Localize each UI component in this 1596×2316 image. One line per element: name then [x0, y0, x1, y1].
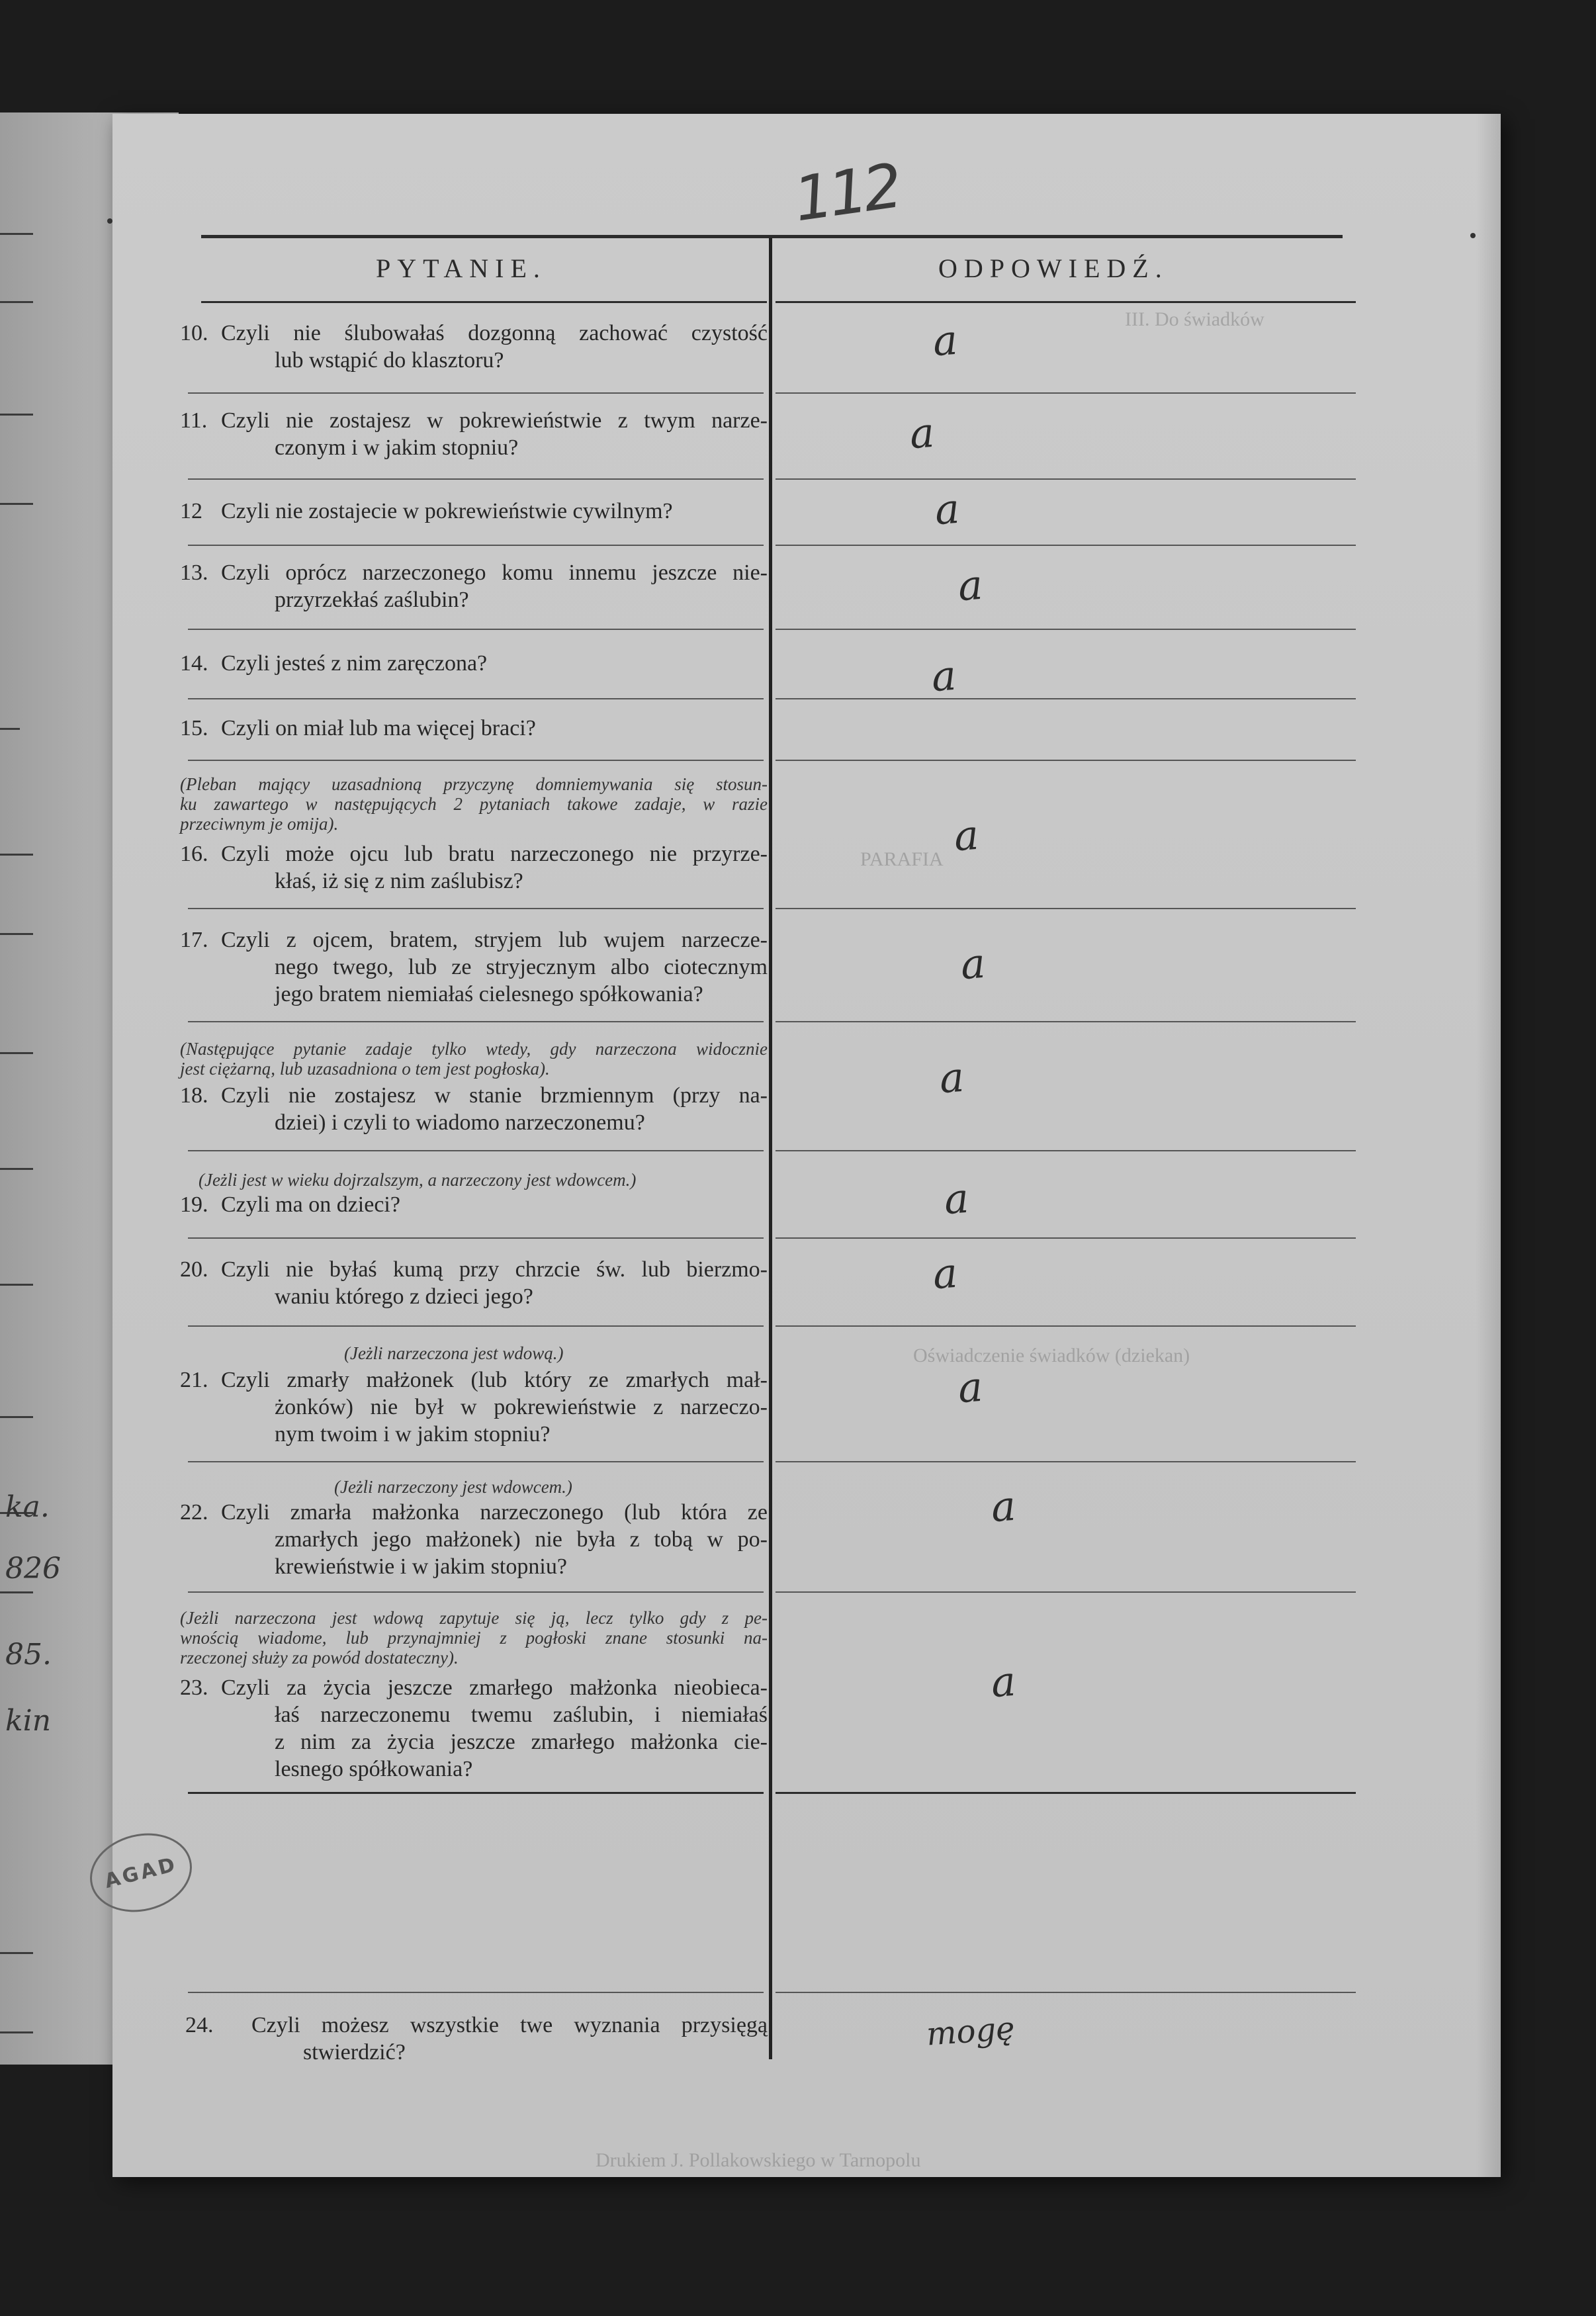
- question-line: kłaś, iż się z nim zaślubisz?: [275, 869, 523, 893]
- note-line: (Jeżli narzeczona jest wdową zapytuje się ją, lecz tylko gdy z pe-: [180, 1608, 768, 1628]
- question-line: Czyli za życia jeszcze zmarłego małżonka nieobieca-: [221, 1675, 768, 1700]
- question-21: [180, 1366, 768, 1448]
- row-separator: [776, 392, 1356, 394]
- question-line: lub wstąpić do klasztoru?: [275, 348, 504, 373]
- question-12: [180, 498, 768, 525]
- column-header-answer: ODPOWIEDŹ.: [938, 253, 1169, 283]
- left-page-rule: [0, 1284, 33, 1286]
- note-19: [199, 1170, 768, 1190]
- question-number: 12: [180, 499, 202, 523]
- left-page-rule: [0, 933, 33, 935]
- archive-stamp-text: AGAD: [102, 1852, 180, 1893]
- question-line: Czyli nie zostajesz w pokrewieństwie z twym narze-: [221, 408, 768, 433]
- question-line: zmarłych jego małżonek) nie była z tobą w po-: [275, 1527, 768, 1552]
- header-rule: [201, 301, 767, 303]
- row-separator: [188, 1237, 764, 1239]
- question-11: [180, 407, 768, 461]
- folio-number: 112: [789, 150, 903, 236]
- row-separator: [188, 545, 764, 546]
- answer-14: a: [930, 650, 958, 701]
- column-header-question: PYTANIE.: [376, 253, 547, 283]
- row-separator: [188, 698, 764, 699]
- ink-dot: [1470, 233, 1476, 238]
- note-line: (Jeżli narzeczony jest wdowcem.): [334, 1477, 572, 1497]
- question-16: [180, 840, 768, 895]
- question-number: 11.: [180, 408, 208, 433]
- left-page-rule: [0, 728, 20, 730]
- row-separator: [776, 1021, 1356, 1022]
- question-number: 10.: [180, 321, 208, 345]
- question-line: Czyli może ojcu lub bratu narzeczonego nie przyrze-: [221, 842, 768, 866]
- answer-16: a: [952, 810, 981, 861]
- question-line: przyrzekłaś zaślubin?: [275, 588, 469, 612]
- left-page-rule: [0, 1591, 33, 1593]
- bleed-through-text: Oświadczenie świadków (dziekan): [913, 1345, 1190, 1366]
- question-line: dziei) i czyli to wiadomo narzeczonemu?: [275, 1110, 645, 1135]
- question-line: Czyli nie ślubowałaś dozgonną zachować czystość: [221, 321, 768, 345]
- note-21: [344, 1343, 768, 1363]
- question-line: Czyli zmarły małżonek (lub który ze zmarłych mał-: [221, 1368, 768, 1392]
- question-15: [180, 715, 768, 742]
- question-line: łaś narzeczonemu twemu zaślubin, i niemiałaś: [275, 1703, 768, 1727]
- note-line: (Jeżli narzeczona jest wdową.): [344, 1343, 564, 1363]
- row-separator: [188, 478, 764, 480]
- question-number: 16.: [180, 842, 208, 866]
- note-line: jest ciężarną, lub uzasadniona o tem jest pogłoska).: [180, 1059, 550, 1079]
- left-page-handwriting: kin: [5, 1704, 52, 1738]
- question-number: 20.: [180, 1257, 208, 1282]
- row-separator: [188, 1325, 764, 1327]
- row-separator: [776, 545, 1356, 546]
- note-23: [180, 1608, 768, 1668]
- left-page-rule: [0, 414, 33, 416]
- question-24: [185, 2012, 768, 2066]
- answer-11: a: [908, 408, 936, 459]
- question-17: [180, 926, 768, 1008]
- question-line: Czyli on miał lub ma więcej braci?: [221, 716, 536, 740]
- row-separator: [776, 1992, 1356, 1993]
- question-line: Czyli ma on dzieci?: [221, 1192, 400, 1217]
- row-separator: [776, 1237, 1356, 1239]
- question-number: 13.: [180, 560, 208, 585]
- question-line: z nim za życia jeszcze zmarłego małżonka cie-: [275, 1730, 768, 1754]
- question-number: 17.: [180, 928, 208, 952]
- question-line: nego twego, lub ze stryjecznym albo ciotecznym: [275, 955, 768, 979]
- row-separator: [188, 629, 764, 630]
- note-line: (Pleban mający uzasadnioną przyczynę domniemywania się stosun-: [180, 774, 768, 794]
- answer-10: a: [931, 315, 959, 366]
- question-line: jego bratem niemiałaś cielesnego spółkowania?: [275, 982, 703, 1006]
- note-line: wnością wiadome, lub przynajmniej z pogłoski znane stosunki na-: [180, 1628, 768, 1648]
- question-line: czonym i w jakim stopniu?: [275, 435, 519, 460]
- answer-24-signature: mogę: [925, 2010, 1016, 2053]
- question-line: Czyli oprócz narzeczonego komu innemu jeszcze nie-: [221, 560, 768, 585]
- question-line: Czyli możesz wszystkie twe wyznania przysięgą: [251, 2013, 768, 2037]
- left-page-rule: [0, 2031, 33, 2033]
- row-separator: [776, 698, 1356, 699]
- row-separator: [188, 392, 764, 394]
- question-number: 23.: [180, 1675, 208, 1700]
- row-separator: [776, 1150, 1356, 1151]
- question-number: 14.: [180, 651, 208, 676]
- question-number: 18.: [180, 1083, 208, 1108]
- note-line: (Następujące pytanie zadaje tylko wtedy, gdy narzeczona widocznie: [180, 1039, 768, 1059]
- note-18: [180, 1039, 768, 1079]
- row-separator: [776, 478, 1356, 480]
- note-line: rzeczonej służy za powód dostateczny).: [180, 1648, 459, 1668]
- answer-22: a: [989, 1481, 1018, 1532]
- left-page-handwriting: 85.: [5, 1638, 52, 1671]
- answer-19: a: [942, 1173, 971, 1224]
- row-separator: [776, 1792, 1356, 1794]
- row-separator: [188, 1461, 764, 1462]
- answer-12: a: [933, 484, 961, 535]
- question-18: [180, 1082, 768, 1136]
- question-number: 21.: [180, 1368, 208, 1392]
- answer-21: a: [956, 1362, 985, 1413]
- question-line: żonków) nie był w pokrewieństwie z narzeczo-: [275, 1395, 768, 1419]
- row-separator: [776, 1461, 1356, 1462]
- note-line: ku zawartego w następujących 2 pytaniach takowe zadaje, w razie: [180, 794, 768, 814]
- answer-18: a: [938, 1052, 966, 1103]
- row-separator: [188, 1591, 764, 1593]
- question-line: Czyli jesteś z nim zaręczona?: [221, 651, 488, 676]
- question-line: Czyli zmarła małżonka narzeczonego (lub która ze: [221, 1500, 768, 1525]
- row-separator: [776, 908, 1356, 909]
- row-separator: [188, 1150, 764, 1151]
- question-14: [180, 650, 768, 677]
- answer-17: a: [959, 938, 987, 989]
- note-line: (Jeżli jest w wieku dojrzalszym, a narzeczony jest wdowcem.): [199, 1170, 637, 1190]
- question-line: Czyli nie byłaś kumą przy chrzcie św. lub bierzmo-: [221, 1257, 768, 1282]
- question-23: [180, 1674, 768, 1783]
- left-page-rule: [0, 503, 33, 505]
- note-22: [334, 1477, 768, 1497]
- row-separator: [776, 1325, 1356, 1327]
- question-22: [180, 1499, 768, 1580]
- note-16: [180, 774, 768, 834]
- row-separator: [776, 1591, 1356, 1593]
- question-line: Czyli nie zostajecie w pokrewieństwie cywilnym?: [221, 499, 673, 523]
- row-separator: [188, 1792, 764, 1794]
- left-page-rule: [0, 854, 33, 856]
- row-separator: [188, 1021, 764, 1022]
- bleed-through-text: III. Do świadków: [1125, 308, 1264, 330]
- question-line: nym twoim i w jakim stopniu?: [275, 1422, 551, 1447]
- question-line: waniu którego z dzieci jego?: [275, 1284, 533, 1309]
- answer-13: a: [956, 560, 985, 611]
- question-line: stwierdzić?: [303, 2040, 406, 2065]
- left-page-handwriting: ka.: [5, 1490, 50, 1524]
- column-divider: [769, 238, 772, 2059]
- row-separator: [188, 908, 764, 909]
- left-page-rule: [0, 1416, 33, 1418]
- question-10: [180, 320, 768, 374]
- question-number: 15.: [180, 716, 208, 740]
- left-page-rule: [0, 301, 33, 303]
- left-page-handwriting: 826: [5, 1552, 61, 1585]
- question-line: Czyli z ojcem, bratem, stryjem lub wujem narzecze-: [221, 928, 768, 952]
- row-separator: [188, 760, 764, 761]
- question-13: [180, 559, 768, 613]
- left-page-rule: [0, 1052, 33, 1054]
- row-separator: [188, 1992, 764, 1993]
- question-20: [180, 1256, 768, 1310]
- left-page-rule: [0, 1168, 33, 1170]
- left-page-rule: [0, 233, 33, 235]
- header-rule: [776, 301, 1356, 303]
- question-line: lesnego spółkowania?: [275, 1757, 473, 1781]
- question-number: 22.: [180, 1500, 208, 1525]
- bleed-through-text: PARAFIA: [860, 848, 944, 870]
- note-line: przeciwnym je omija).: [180, 814, 339, 834]
- row-separator: [776, 629, 1356, 630]
- question-19: [180, 1191, 768, 1218]
- question-line: krewieństwie i w jakim stopniu?: [275, 1554, 567, 1579]
- row-separator: [776, 760, 1356, 761]
- answer-20: a: [931, 1248, 959, 1299]
- question-number: 24.: [185, 2013, 214, 2037]
- question-number: 19.: [180, 1192, 208, 1217]
- left-page-rule: [0, 1952, 33, 1954]
- question-line: Czyli nie zostajesz w stanie brzmiennym (przy na-: [221, 1083, 768, 1108]
- answer-23: a: [989, 1656, 1018, 1707]
- ink-dot: [107, 218, 112, 224]
- bleed-through-text: Drukiem J. Pollakowskiego w Tarnopolu: [596, 2149, 921, 2171]
